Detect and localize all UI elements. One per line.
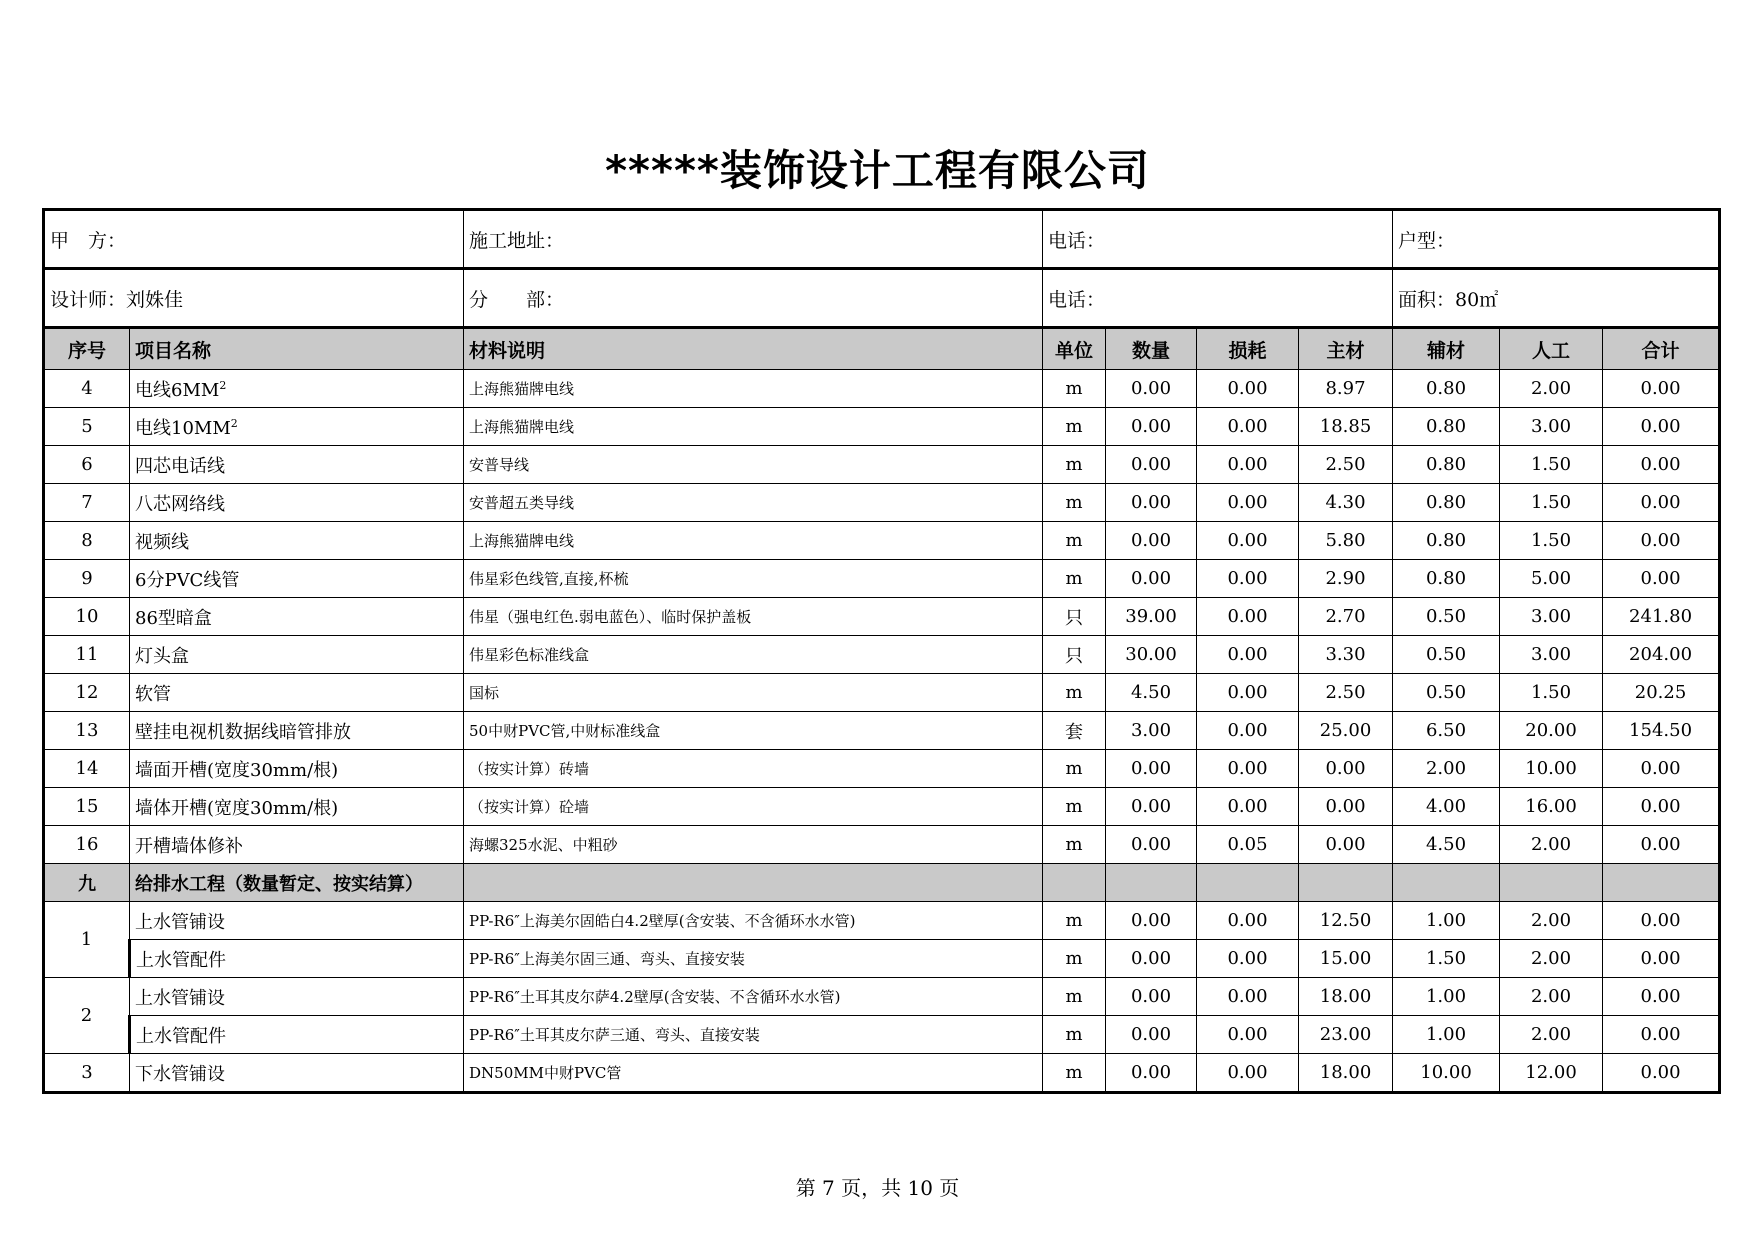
row-total: 0.00: [1603, 750, 1720, 788]
section-empty-cell: [1299, 864, 1393, 902]
row-no: 9: [44, 560, 130, 598]
row-desc: 上海熊猫牌电线: [464, 408, 1043, 446]
row-aux: 0.50: [1393, 636, 1500, 674]
row-unit: m: [1043, 826, 1106, 864]
row-unit: m: [1043, 750, 1106, 788]
row-name-text: 视频线: [135, 531, 189, 553]
row-no: 4: [44, 370, 130, 408]
row-qty: 0.00: [1106, 1054, 1197, 1093]
row-unit: m: [1043, 902, 1106, 940]
row-loss: 0.00: [1197, 522, 1299, 560]
table-row: [44, 408, 1720, 446]
row-aux: 1.50: [1393, 940, 1500, 978]
row-total: 0.00: [1603, 560, 1720, 598]
row-qty: 39.00: [1106, 598, 1197, 636]
row-total: 0.00: [1603, 1054, 1720, 1093]
row-no: 16: [44, 826, 130, 864]
row-name: [130, 484, 464, 522]
row-qty: 0.00: [1106, 1016, 1197, 1054]
row-loss: 0.00: [1197, 978, 1299, 1016]
row-no: 12: [44, 674, 130, 712]
row-qty: 0.00: [1106, 902, 1197, 940]
row-name: [130, 522, 464, 560]
table-row: [44, 1016, 1720, 1054]
row-aux: 0.80: [1393, 408, 1500, 446]
row-main: 0.00: [1299, 750, 1393, 788]
col-header-main: 主材: [1299, 328, 1393, 370]
row-unit: 只: [1043, 598, 1106, 636]
designer-field: 设计师：刘姝佳: [44, 269, 464, 328]
row-desc: 50中财PVC管,中财标准线盒: [464, 712, 1043, 750]
row-unit: m: [1043, 978, 1106, 1016]
row-name: [130, 370, 464, 408]
table-row: [44, 598, 1720, 636]
row-aux: 4.00: [1393, 788, 1500, 826]
row-main: 18.00: [1299, 1054, 1393, 1093]
row-unit: m: [1043, 674, 1106, 712]
row-main: 0.00: [1299, 826, 1393, 864]
row-aux: 0.80: [1393, 370, 1500, 408]
row-desc: 伟星（强电红色.弱电蓝色）、临时保护盖板: [464, 598, 1043, 636]
row-name: [130, 408, 464, 446]
row-qty: 30.00: [1106, 636, 1197, 674]
row-desc: DN50MM中财PVC管: [464, 1054, 1043, 1093]
party-a-field: 甲 方：: [44, 210, 464, 269]
row-unit: m: [1043, 370, 1106, 408]
row-aux: 4.50: [1393, 826, 1500, 864]
row-labor: 2.00: [1500, 370, 1603, 408]
section-empty-cell: [1393, 864, 1500, 902]
row-loss: 0.05: [1197, 826, 1299, 864]
row-name: [130, 788, 464, 826]
row-loss: 0.00: [1197, 560, 1299, 598]
section-empty-cell: [1043, 864, 1106, 902]
row-total: 241.80: [1603, 598, 1720, 636]
row-loss: 0.00: [1197, 1054, 1299, 1093]
row-desc: PP-R6″上海美尔固皓白4.2壁厚(含安装、不含循环水水管): [464, 902, 1043, 940]
col-header-name: 项目名称: [130, 328, 464, 370]
row-aux: 0.50: [1393, 674, 1500, 712]
table-row: [44, 978, 1720, 1016]
row-name-text: 墙面开槽(宽度30mm/根): [135, 759, 339, 781]
table-row: [44, 484, 1720, 522]
row-loss: 0.00: [1197, 750, 1299, 788]
row-name-text: 电线6MM: [135, 379, 220, 401]
superscript: 2: [230, 416, 238, 430]
row-desc: 安普导线: [464, 446, 1043, 484]
row-unit: m: [1043, 940, 1106, 978]
row-labor: 1.50: [1500, 446, 1603, 484]
row-main: 8.97: [1299, 370, 1393, 408]
section-empty-cell: [464, 864, 1043, 902]
row-desc: PP-R6″土耳其皮尔萨三通、弯头、直接安装: [464, 1016, 1043, 1054]
row-qty: 0.00: [1106, 788, 1197, 826]
row-unit: m: [1043, 484, 1106, 522]
row-name-text: 6分PVC线管: [135, 569, 240, 591]
row-no: 8: [44, 522, 130, 560]
row-name-text: 四芯电话线: [135, 455, 225, 477]
section-empty-cell: [1603, 864, 1720, 902]
row-name: [130, 712, 464, 750]
row-labor: 3.00: [1500, 636, 1603, 674]
row-total: 0.00: [1603, 788, 1720, 826]
section-empty-cell: [1106, 864, 1197, 902]
row-desc: 安普超五类导线: [464, 484, 1043, 522]
row-labor: 2.00: [1500, 978, 1603, 1016]
row-main: 18.85: [1299, 408, 1393, 446]
row-total: 20.25: [1603, 674, 1720, 712]
table-row: [44, 522, 1720, 560]
row-total: 0.00: [1603, 978, 1720, 1016]
col-header-desc: 材料说明: [464, 328, 1043, 370]
row-qty: 0.00: [1106, 484, 1197, 522]
table-row: [44, 826, 1720, 864]
row-desc: 上海熊猫牌电线: [464, 522, 1043, 560]
phone-field: 电话：: [1043, 210, 1393, 269]
col-header-loss: 损耗: [1197, 328, 1299, 370]
section-empty-cell: [1500, 864, 1603, 902]
row-total: 0.00: [1603, 826, 1720, 864]
row-loss: 0.00: [1197, 902, 1299, 940]
row-total: 0.00: [1603, 1016, 1720, 1054]
row-name-text: 开槽墙体修补: [135, 835, 243, 857]
table-row: [44, 1054, 1720, 1093]
row-aux: 0.80: [1393, 560, 1500, 598]
col-header-aux: 辅材: [1393, 328, 1500, 370]
row-desc: 国标: [464, 674, 1043, 712]
info-row-2: [44, 269, 1720, 328]
row-aux: 0.50: [1393, 598, 1500, 636]
row-loss: 0.00: [1197, 1016, 1299, 1054]
row-unit: m: [1043, 408, 1106, 446]
row-total: 204.00: [1603, 636, 1720, 674]
row-main: 4.30: [1299, 484, 1393, 522]
table-row: [44, 560, 1720, 598]
row-qty: 3.00: [1106, 712, 1197, 750]
info-row-1: [44, 210, 1720, 269]
row-qty: 0.00: [1106, 522, 1197, 560]
row-unit: m: [1043, 1016, 1106, 1054]
row-qty: 4.50: [1106, 674, 1197, 712]
row-no: 5: [44, 408, 130, 446]
row-qty: 0.00: [1106, 370, 1197, 408]
table-row: [44, 674, 1720, 712]
row-unit: m: [1043, 788, 1106, 826]
row-aux: 0.80: [1393, 522, 1500, 560]
row-name-text: 86型暗盒: [135, 607, 212, 629]
table-row: [44, 446, 1720, 484]
document-title: *****装饰设计工程有限公司: [605, 146, 1150, 195]
row-main: 2.70: [1299, 598, 1393, 636]
table-row: [44, 788, 1720, 826]
row-loss: 0.00: [1197, 370, 1299, 408]
section-empty-cell: [1197, 864, 1299, 902]
col-header-total: 合计: [1603, 328, 1720, 370]
table-row: [44, 712, 1720, 750]
address-field: 施工地址：: [464, 210, 1043, 269]
row-no: 10: [44, 598, 130, 636]
row-total: 0.00: [1603, 446, 1720, 484]
row-labor: 5.00: [1500, 560, 1603, 598]
table-row: [44, 902, 1720, 940]
table-row: [44, 940, 1720, 978]
row-desc: 海螺325水泥、中粗砂: [464, 826, 1043, 864]
col-header-qty: 数量: [1106, 328, 1197, 370]
row-aux: 0.80: [1393, 484, 1500, 522]
row-loss: 0.00: [1197, 446, 1299, 484]
row-total: 154.50: [1603, 712, 1720, 750]
row-qty: 0.00: [1106, 826, 1197, 864]
row-desc: 伟星彩色线管,直接,杯梳: [464, 560, 1043, 598]
row-labor: 3.00: [1500, 408, 1603, 446]
branch-field: 分 部：: [464, 269, 1043, 328]
row-labor: 16.00: [1500, 788, 1603, 826]
house-type-field: 户型：: [1393, 210, 1720, 269]
row-labor: 1.50: [1500, 522, 1603, 560]
row-labor: 2.00: [1500, 1016, 1603, 1054]
row-loss: 0.00: [1197, 940, 1299, 978]
row-aux: 6.50: [1393, 712, 1500, 750]
row-labor: 1.50: [1500, 484, 1603, 522]
row-name-text: 八芯网络线: [135, 493, 225, 515]
row-desc: PP-R6″土耳其皮尔萨4.2壁厚(含安装、不含循环水水管): [464, 978, 1043, 1016]
row-qty: 0.00: [1106, 940, 1197, 978]
row-aux: 1.00: [1393, 978, 1500, 1016]
row-loss: 0.00: [1197, 712, 1299, 750]
row-name: [130, 598, 464, 636]
row-unit: m: [1043, 560, 1106, 598]
row-labor: 10.00: [1500, 750, 1603, 788]
row-no: 6: [44, 446, 130, 484]
col-header-unit: 单位: [1043, 328, 1106, 370]
row-name-text: 灯头盒: [135, 645, 189, 667]
row-no: 14: [44, 750, 130, 788]
row-loss: 0.00: [1197, 788, 1299, 826]
row-desc: （按实计算）砖墙: [464, 750, 1043, 788]
group-no: 3: [44, 1054, 130, 1093]
group-no: 1: [44, 902, 130, 978]
section-name: 给排水工程（数量暂定、按实结算）: [130, 864, 464, 902]
table-row: [44, 750, 1720, 788]
row-unit: m: [1043, 1054, 1106, 1093]
section-no: 九: [44, 864, 130, 902]
row-name: [130, 446, 464, 484]
row-unit: m: [1043, 522, 1106, 560]
row-desc: （按实计算）砼墙: [464, 788, 1043, 826]
row-loss: 0.00: [1197, 598, 1299, 636]
area-field: 面积：80㎡: [1393, 269, 1720, 328]
row-qty: 0.00: [1106, 978, 1197, 1016]
row-main: 25.00: [1299, 712, 1393, 750]
row-name-text: 软管: [135, 683, 171, 705]
row-total: 0.00: [1603, 370, 1720, 408]
row-aux: 10.00: [1393, 1054, 1500, 1093]
row-loss: 0.00: [1197, 484, 1299, 522]
row-main: 12.50: [1299, 902, 1393, 940]
row-main: 2.50: [1299, 446, 1393, 484]
row-name: 下水管铺设: [130, 1054, 464, 1093]
row-total: 0.00: [1603, 484, 1720, 522]
row-labor: 20.00: [1500, 712, 1603, 750]
row-name: [130, 674, 464, 712]
row-labor: 1.50: [1500, 674, 1603, 712]
row-unit: 套: [1043, 712, 1106, 750]
row-name: 上水管铺设: [130, 978, 464, 1016]
row-main: 15.00: [1299, 940, 1393, 978]
row-desc: 伟星彩色标准线盒: [464, 636, 1043, 674]
row-main: 3.30: [1299, 636, 1393, 674]
row-aux: 1.00: [1393, 1016, 1500, 1054]
row-labor: 2.00: [1500, 826, 1603, 864]
row-labor: 2.00: [1500, 940, 1603, 978]
quotation-table: [42, 208, 1721, 1094]
row-no: 11: [44, 636, 130, 674]
row-qty: 0.00: [1106, 446, 1197, 484]
row-main: 5.80: [1299, 522, 1393, 560]
row-name-text: 壁挂电视机数据线暗管排放: [135, 721, 351, 743]
row-total: 0.00: [1603, 902, 1720, 940]
table-row: [44, 636, 1720, 674]
row-name-text: 电线10MM: [135, 417, 231, 439]
row-main: 0.00: [1299, 788, 1393, 826]
row-no: 13: [44, 712, 130, 750]
row-loss: 0.00: [1197, 674, 1299, 712]
row-name-text: 墙体开槽(宽度30mm/根): [135, 797, 339, 819]
row-loss: 0.00: [1197, 408, 1299, 446]
row-labor: 2.00: [1500, 902, 1603, 940]
row-unit: m: [1043, 446, 1106, 484]
row-aux: 2.00: [1393, 750, 1500, 788]
row-name: 上水管配件: [130, 940, 464, 978]
row-labor: 3.00: [1500, 598, 1603, 636]
row-name: [130, 750, 464, 788]
row-qty: 0.00: [1106, 750, 1197, 788]
col-header-labor: 人工: [1500, 328, 1603, 370]
row-aux: 1.00: [1393, 902, 1500, 940]
row-unit: 只: [1043, 636, 1106, 674]
row-desc: 上海熊猫牌电线: [464, 370, 1043, 408]
row-main: 18.00: [1299, 978, 1393, 1016]
row-total: 0.00: [1603, 522, 1720, 560]
row-total: 0.00: [1603, 940, 1720, 978]
superscript: 2: [219, 378, 227, 392]
row-aux: 0.80: [1393, 446, 1500, 484]
row-main: 2.50: [1299, 674, 1393, 712]
table-row: [44, 370, 1720, 408]
section-row: [44, 864, 1720, 902]
page-footer: 第 7 页，共 10 页: [795, 1176, 960, 1200]
row-loss: 0.00: [1197, 636, 1299, 674]
row-main: 23.00: [1299, 1016, 1393, 1054]
row-total: 0.00: [1603, 408, 1720, 446]
col-header-no: 序号: [44, 328, 130, 370]
group-no: 2: [44, 978, 130, 1054]
row-desc: PP-R6″上海美尔固三通、弯头、直接安装: [464, 940, 1043, 978]
row-name: [130, 636, 464, 674]
phone-field-2: 电话：: [1043, 269, 1393, 328]
row-name: 上水管铺设: [130, 902, 464, 940]
row-no: 7: [44, 484, 130, 522]
row-labor: 12.00: [1500, 1054, 1603, 1093]
row-name: 上水管配件: [130, 1016, 464, 1054]
row-qty: 0.00: [1106, 560, 1197, 598]
row-qty: 0.00: [1106, 408, 1197, 446]
row-main: 2.90: [1299, 560, 1393, 598]
row-name: [130, 560, 464, 598]
header-row: [44, 328, 1720, 370]
row-name: [130, 826, 464, 864]
row-no: 15: [44, 788, 130, 826]
